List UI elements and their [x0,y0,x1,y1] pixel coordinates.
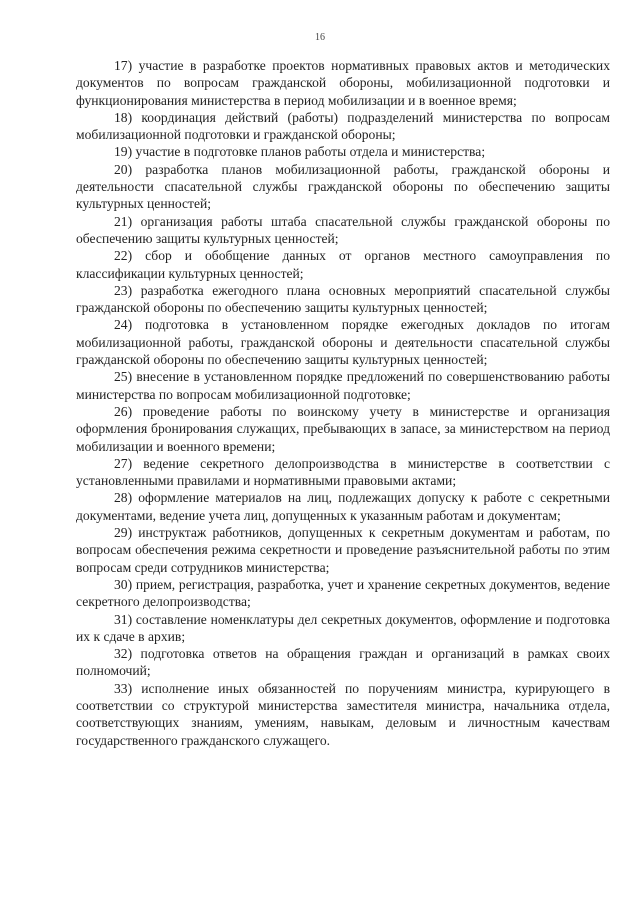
page-number: 16 [315,32,325,43]
list-item: 24) подготовка в установленном порядке ежегодных докладов по итогам мобилизационной работы, гражданской обороны и деятельности спасательной службы гражданской обороны по обеспечению защиты культурных ценностей; [76,317,610,368]
list-item: 31) составление номенклатуры дел секретных документов, оформление и подготовка их к сдаче в архив; [76,611,610,644]
list-item: 21) организация работы штаба спасательной службы гражданской обороны по обеспечению защиты культурных ценностей; [76,213,610,246]
list-item: 17) участие в разработке проектов нормативных правовых актов и методических документов по вопросам гражданской обороны, мобилизационной подготовки и функционирования министерства в период мобилизации и в военное время; [76,58,610,108]
list-item: 30) прием, регистрация, разработка, учет и хранение секретных документов, ведение секретного делопроизводства; [76,576,610,610]
list-item: 28) оформление материалов на лиц, подлежащих допуску к работе с секретными документами, ведение учета лиц, допущенных к указанным работам и документам; [76,490,610,523]
list-item: 20) разработка планов мобилизационной работы, гражданской обороны и деятельности спасательной службы гражданской обороны по обеспечению защиты культурных ценностей; [76,161,610,212]
list-item: 25) внесение в установленном порядке предложений по совершенствованию работы министерства по вопросам мобилизационной подготовке; [76,369,610,402]
list-item: 22) сбор и обобщение данных от органов местного самоуправления по классификации культурных ценностей; [76,248,610,281]
list-item: 32) подготовка ответов на обращения граждан и организаций в рамках своих полномочий; [76,646,610,679]
list-item: 18) координация действий (работы) подразделений министерства по вопросам мобилизационной подготовки и гражданской обороны; [76,109,610,143]
list-item: 33) исполнение иных обязанностей по поручениям министра, курирующего в соответствии со структурой министерства заместителя министра, начальника отдела, соответствующих знаниям, умениям, навыкам, деловым и личностным качествам государственного гражданского служащего. [76,680,610,748]
list-item: 19) участие в подготовке планов работы отдела и министерства; [114,144,486,160]
list-item: 26) проведение работы по воинскому учету в министерстве и организация оформления бронирования служащих, пребывающих в запасе, за министерством на период мобилизации и военного времени; [76,403,610,454]
list-item: 27) ведение секретного делопроизводства в министерстве в соответствии с установленными правилами и нормативными правовыми актами; [76,455,610,489]
document-body [76,57,610,749]
list-item: 29) инструктаж работников, допущенных к секретным документам и работам, по вопросам обеспечения режима секретности и проведение разъяснительной работы по этим вопросам среди сотрудников министерства; [76,525,610,575]
list-item: 23) разработка ежегодного плана основных мероприятий спасательной службы гражданской обороны по обеспечению защиты культурных ценностей; [76,282,610,316]
